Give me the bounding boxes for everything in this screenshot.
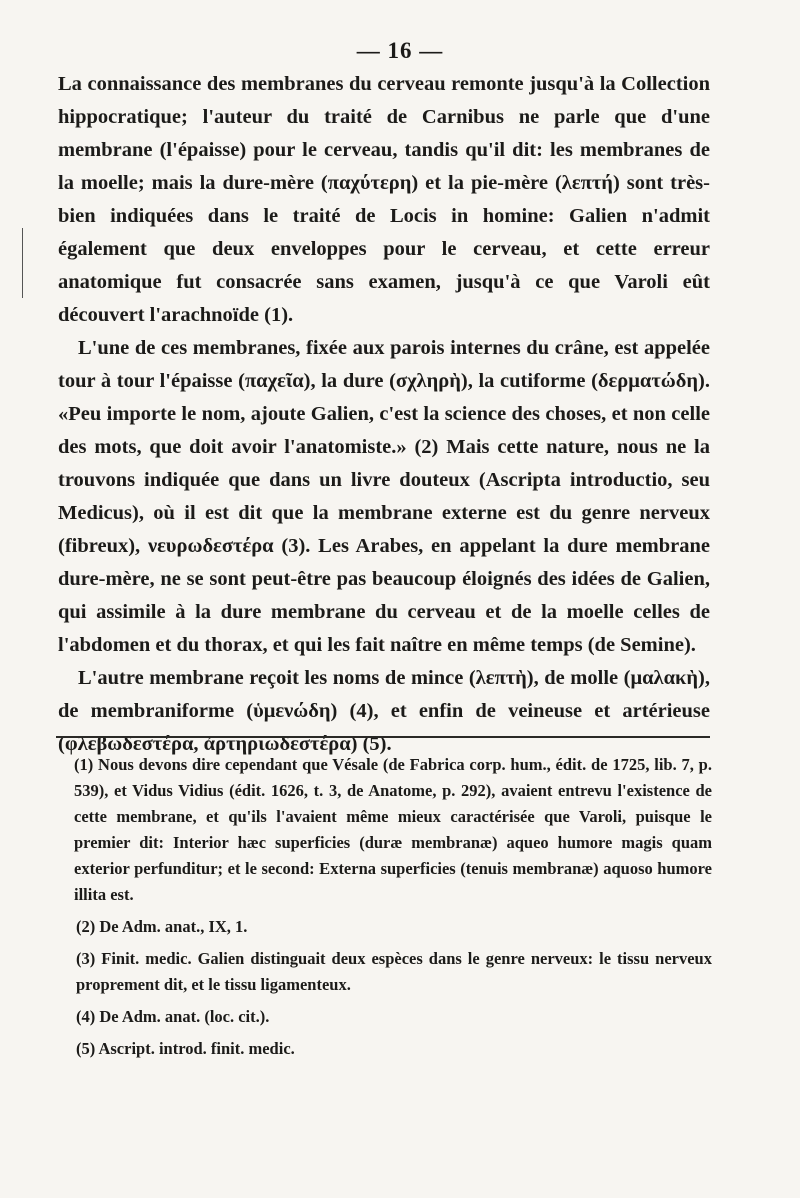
footnote: (5) Ascript. introd. finit. medic. — [76, 1039, 295, 1058]
paragraph: L'une de ces membranes, fixée aux parois internes du crâne, est appelée tour à tour l'épaisse (παχεῖα), la dure (σχληρὴ), la cutiforme (δερματώδη). «Peu importe le nom, ajoute Galien, c'est la science des choses, et non celle des mots, que doit avoir l'anatomiste.» (2) Mais cette nature, nous ne la trouvons indiquée que dans un livre douteux (Ascripta introductio, seu Medicus), où il est dit que la membrane externe est du genre nerveux (fibreux), νευρωδεστέρα (3). Les Arabes, en appelant la dure membrane dure-mère, ne se sont peut-être pas beaucoup éloignés des idées de Galien, qui assimile à la dure membrane du cerveau et de la moelle celles de l'abdomen et du thorax, et qui les fait naître en même temps (de Semine). — [58, 337, 710, 656]
footnote: (4) De Adm. anat. (loc. cit.). — [76, 1007, 270, 1026]
footnote-divider — [56, 736, 710, 738]
page-number: — 16 — — [356, 38, 444, 63]
footnote: (1) Nous devons dire cependant que Vésale (de Fabrica corp. hum., édit. de 1725, lib. 7, p. 539), et Vidus Vidius (édit. 1626, t. 3, de Anatome, p. 292), avaient entrevu l'existence de cette membrane, et qu'ils l'avaient même mieux caractérisée que Varoli, puisque le premier dit: Interior hæc superficies (duræ membranæ) aqueo humore magis quam exterior perfunditur; et le second: Externa superficies (tenuis membranæ) aquoso humore illita est. — [74, 755, 712, 904]
paragraph: L'autre membrane reçoit les noms de mince (λεπτὴ), de molle (μαλακὴ), de membraniforme (ὑμενώδη) (4), et enfin de veineuse et artérieuse (φλεβωδεστέρα, ἀρτηριωδεστέρα) (5). — [58, 667, 710, 755]
footnotes — [76, 752, 712, 1068]
main-text — [58, 68, 710, 761]
paragraph: La connaissance des membranes du cerveau remonte jusqu'à la Collection hippocratique; l'auteur du traité de Carnibus ne parle que d'une membrane (l'épaisse) pour le cerveau, tandis qu'il dit: les membranes de la moelle; mais la dure-mère (παχύτερη) et la pie-mère (λεπτή) sont très-bien indiquées dans le traité de Locis in homine: Galien n'admit également que deux enveloppes pour le cerveau, et cette erreur anatomique fut consacrée sans examen, jusqu'à ce que Varoli eût découvert l'arachnoïde (1). — [58, 73, 710, 326]
footnote: (2) De Adm. anat., IX, 1. — [76, 917, 248, 936]
footnote: (3) Finit. medic. Galien distinguait deux espèces dans le genre nerveux: le tissu nerveux proprement dit, et le tissu ligamenteux. — [76, 949, 712, 994]
margin-pencil-mark — [22, 228, 23, 298]
